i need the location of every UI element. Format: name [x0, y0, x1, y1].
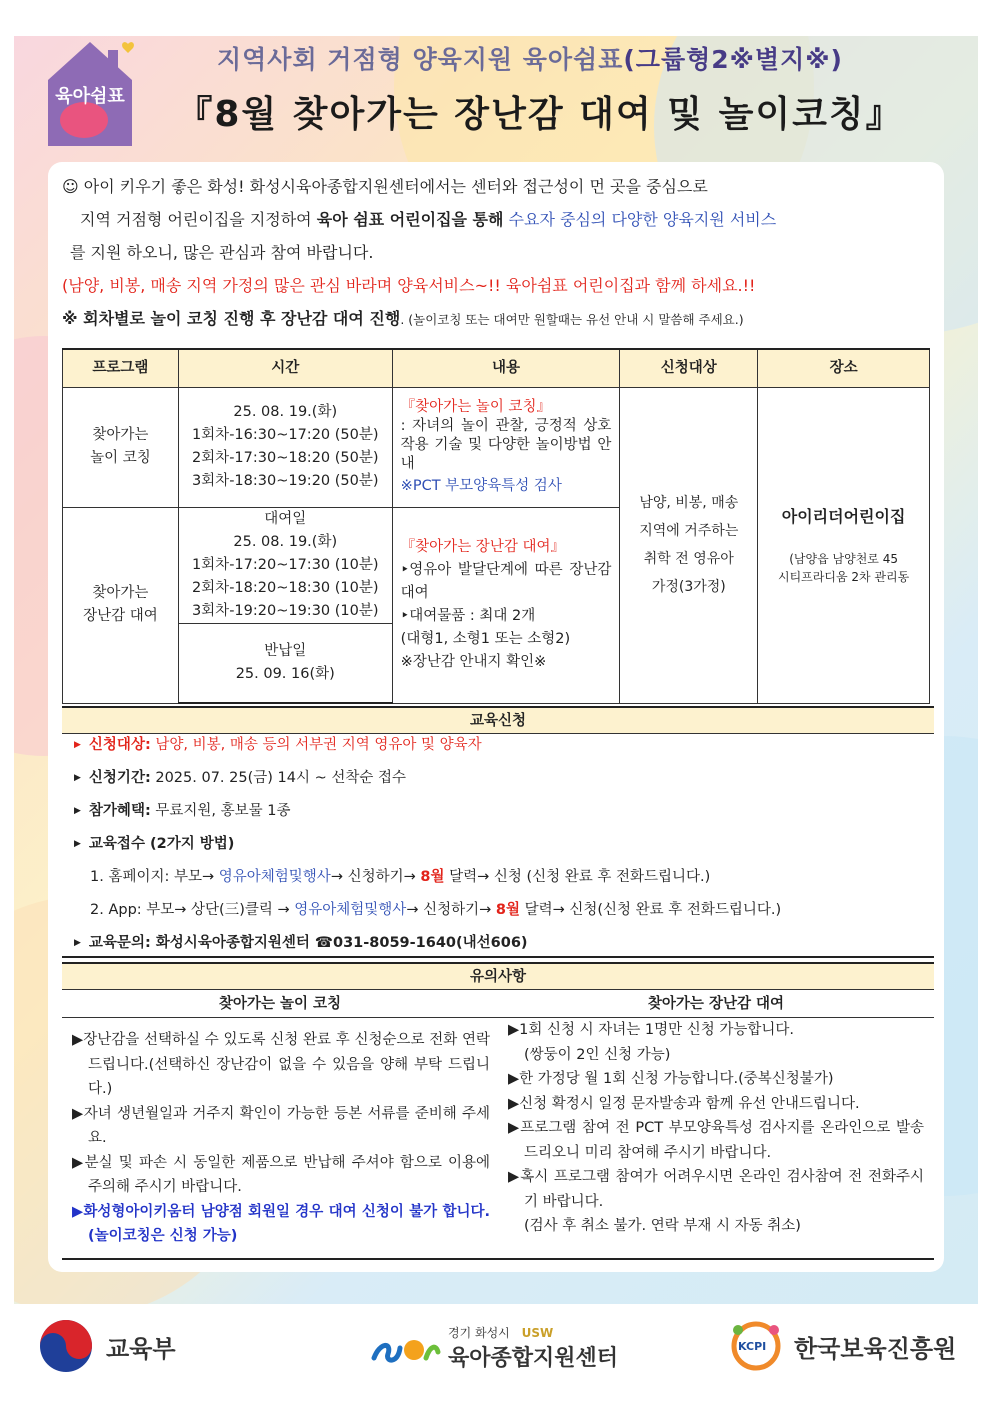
footer — [0, 1306, 992, 1403]
table-header-row — [63, 349, 930, 387]
target-l1: 남양, 비봉, 매송 — [639, 495, 739, 511]
intro-line-3: 를 지원 하오니, 많은 관심과 참여 바랍니다. — [70, 243, 374, 262]
intro-section — [62, 170, 932, 336]
note-right-tail: (검사 후 취소 불가. 연락 부재 시 자동 취소) — [524, 1218, 801, 1234]
coaching-content-title: 『찾아가는 놀이 코칭』 — [400, 399, 551, 415]
coaching-date: 25. 08. 19.(화) — [233, 404, 338, 420]
note-right-4: ▶프로그램 참여 전 PCT 부모양육특성 검사지를 온라인으로 발송 드리오니 미리 참여해 주시기 바랍니다. — [508, 1120, 924, 1161]
logo-text: 육아쉼표 — [55, 86, 125, 107]
intro-line-1: ☺ 아이 키우기 좋은 화성! 화성시육아종합지원센터에서는 센터와 접근성이 먼 곳을 중심으로 — [62, 177, 708, 196]
apply-period-label: 신청기간: — [88, 770, 151, 786]
taegeuk-icon — [38, 1318, 94, 1374]
apply-method-1 — [74, 866, 934, 899]
page-subtitle — [150, 40, 910, 76]
rental-name — [63, 507, 179, 703]
apply-method: ▶ 교육접수 (2가지 방법) — [74, 836, 235, 852]
application-heading: 교육신청 — [62, 706, 934, 734]
m1-a: 1. 홈페이지: 부모→ — [90, 869, 219, 885]
rental-content-title: 『찾아가는 장난감 대여』 — [400, 539, 565, 555]
notes-right-heading: 찾아가는 장난감 대여 — [498, 992, 934, 1018]
note-right-1: ▶1회 신청 시 자녀는 1명만 신청 가능합니다. — [508, 1022, 794, 1038]
header-content: 내용 — [392, 349, 620, 387]
coaching-content — [392, 387, 620, 507]
intro-line-2b: 육아 쉼표 어린이집을 통해 — [316, 210, 504, 229]
return-time — [178, 623, 392, 703]
apply-benefit: ▶ 참가혜택: 무료지원, 홍보물 1종 — [74, 803, 291, 819]
m1-c: → 신청하기→ — [330, 869, 421, 885]
intro-line-5 — [62, 302, 932, 336]
intro-line-2 — [62, 203, 932, 236]
coaching-name-l2: 놀이 코칭 — [90, 450, 151, 466]
target-l4: 가정(3가정) — [651, 579, 726, 595]
apply-period: ▶ 신청기간: 2025. 07. 25(금) 14시 ~ 선착순 접수 — [74, 770, 406, 786]
header-target: 신청대상 — [620, 349, 758, 387]
program-table — [62, 348, 930, 704]
m2-e: 달력→ 신청(신청 완료 후 전화드립니다.) — [519, 902, 782, 918]
kcpi-name-text: 한국보육진흥원 — [794, 1334, 957, 1363]
table-row-coaching — [63, 387, 930, 507]
rental-content-l1: ‣영유아 발달단계에 따른 장난감 대여 — [400, 562, 612, 601]
rental-time-1: 1회차-17:20~17:30 (10분) — [191, 556, 379, 573]
note-left-3: ▶분실 및 파손 시 동일한 제품으로 반납해 주셔야 함으로 이용에 주의해 주시기 바랍니다. — [72, 1154, 490, 1195]
note-right-5: ▶혹시 프로그램 참여가 어려우시면 온라인 검사참여 전 전화주시기 바랍니다. — [508, 1169, 924, 1210]
rental-content-l3: (대형1, 소형1 또는 소형2) — [400, 631, 571, 647]
rental-content — [392, 507, 620, 703]
coaching-time-1: 1회차-16:30~17:20 (50분) — [191, 427, 379, 443]
note-right-3: ▶신청 확정시 일정 문자발송과 함께 유선 안내드립니다. — [508, 1095, 860, 1112]
application-bottom-rule — [62, 956, 934, 958]
note-left-highlight: ▶화성형아이키움터 남양점 회원일 경우 대여 신청이 불가 합니다. (놀이코칭은 신청 가능) — [72, 1203, 490, 1244]
note-right-1-sub: (쌍둥이 2인 신청 가능) — [524, 1046, 671, 1063]
header-time: 시간 — [178, 349, 392, 387]
yuga-swimpyo-logo — [44, 40, 136, 148]
m1-d: 8월 — [420, 869, 445, 885]
rental-time-2: 2회차-18:20~18:30 (10분) — [191, 579, 379, 596]
apply-period-value: 2025. 07. 25(금) 14시 ~ 선착순 접수 — [150, 770, 406, 786]
place-address-l1: (남양읍 남양천로 45 — [789, 551, 898, 566]
target-l2: 지역에 거주하는 — [639, 523, 739, 539]
target-cell — [620, 387, 758, 703]
apply-method-2 — [74, 899, 934, 932]
moe-text: 교육부 — [106, 1334, 176, 1363]
center-name-text: 육아종합지원센터 — [448, 1346, 619, 1371]
apply-benefit-label: 참가혜택: — [88, 803, 151, 819]
apply-target-label: 신청대상: — [88, 737, 151, 753]
coaching-time-3: 3회차-18:30~19:20 (50분) — [191, 473, 379, 489]
return-date: 25. 09. 16(화) — [235, 665, 335, 682]
rental-date: 25. 08. 19.(화) — [233, 533, 338, 550]
coaching-content-body: : 자녀의 놀이 관찰, 긍정적 상호작용 기술 및 다양한 놀이방법 안내 — [400, 418, 612, 472]
apply-target-value: 남양, 비봉, 매송 등의 서부권 지역 영유아 및 양육자 — [150, 737, 482, 753]
place-address-l2: 시티프라디움 2차 관리동 — [778, 569, 910, 584]
rental-content-l4: ※장난감 안내지 확인※ — [400, 654, 547, 670]
usw-logo-text: USW — [521, 1326, 554, 1340]
m1-e: 달력→ 신청 (신청 완료 후 전화드립니다.) — [444, 869, 711, 885]
return-label: 반납일 — [264, 642, 307, 659]
m2-d: 8월 — [495, 902, 520, 918]
notes-section — [62, 992, 934, 1258]
subtitle-text: 지역사회 거점형 양육지원 육아쉼표 — [217, 45, 624, 74]
page-title: 『8월 찾아가는 장난감 대여 및 놀이코칭』 — [176, 94, 904, 135]
m2-a: 2. App: 부모→ 상단(三)클릭 → — [90, 902, 295, 918]
place-cell — [758, 387, 930, 703]
center-logo-icon — [370, 1328, 442, 1368]
target-l3: 취학 전 영유아 — [643, 551, 734, 567]
intro-line-4: (남양, 비봉, 매송 지역 가정의 많은 관심 바라며 양육서비스~!! 육아쉼표 어린이집과 함께 하세요.!! — [62, 276, 756, 295]
coaching-content-pct: ※PCT 부모양육특성 검사 — [400, 478, 562, 494]
moe-logo — [38, 1318, 176, 1374]
m2-b: 영유아체험및행사 — [294, 902, 407, 918]
rental-name-l1: 찾아가는 — [92, 585, 149, 601]
m1-b: 영유아체험및행사 — [218, 869, 331, 885]
header-place: 장소 — [758, 349, 930, 387]
application-section — [74, 734, 934, 965]
coaching-time-2: 2회차-17:30~18:20 (50분) — [191, 450, 379, 466]
notes-right-body — [508, 1018, 924, 1239]
notes-bottom-rule — [62, 1258, 934, 1260]
m2-c: → 신청하기→ — [406, 902, 496, 918]
center-top-text: 경기 화성시 — [448, 1326, 510, 1340]
apply-target: ▶ 신청대상: 남양, 비봉, 매송 등의 서부권 지역 영유아 및 양육자 — [74, 737, 482, 753]
rental-time — [178, 507, 392, 623]
apply-method-label: 교육접수 (2가지 방법) — [88, 836, 235, 852]
rental-label: 대여일 — [264, 510, 307, 527]
header-program: 프로그램 — [63, 349, 179, 387]
coaching-name-l1: 찾아가는 — [92, 427, 149, 443]
intro-line-2a: 지역 거점형 어린이집을 지정하여 — [80, 210, 317, 229]
apply-inquiry-text: 교육문의: 화성시육아종합지원센터 ☎031-8059-1640(내선606) — [88, 935, 528, 951]
notes-left-heading: 찾아가는 놀이 코칭 — [62, 992, 498, 1018]
apply-inquiry: ▶ 교육문의: 화성시육아종합지원센터 ☎031-8059-1640(내선606) — [74, 935, 528, 951]
center-logo — [370, 1324, 618, 1372]
subtitle-paren: (그룹형2※별지※) — [623, 45, 843, 74]
rental-content-l2: ‣대여물품 : 최대 2개 — [400, 608, 536, 624]
intro-line-5b: . (놀이코칭 또는 대여만 원할때는 유선 안내 시 말씀해 주세요.) — [400, 312, 744, 327]
intro-line-5a: ※ 회차별로 놀이 코칭 진행 후 장난감 대여 진행 — [62, 309, 401, 328]
intro-line-2c: 수요자 중심의 다양한 양육지원 서비스 — [503, 210, 777, 229]
note-left-2: ▶자녀 생년월일과 거주지 확인이 가능한 등본 서류를 준비해 주세요. — [72, 1105, 490, 1146]
notes-heading: 유의사항 — [62, 962, 934, 990]
kcpi-badge-text: KCPI — [738, 1340, 767, 1353]
apply-benefit-value: 무료지원, 홍보물 1종 — [150, 803, 291, 819]
note-right-2: ▶한 가정당 월 1회 신청 가능합니다.(중복신청불가) — [508, 1071, 834, 1087]
note-left-1: ▶장난감을 선택하실 수 있도록 신청 완료 후 신청순으로 전화 연락 드립니다.(선택하신 장난감이 없을 수 있음을 양해 부탁 드립니다.) — [72, 1032, 490, 1097]
rental-time-3: 3회차-19:20~19:30 (10분) — [191, 602, 379, 619]
place-name: 아이리더어린이집 — [781, 506, 906, 526]
notes-left-body — [72, 1028, 490, 1249]
coaching-time — [178, 387, 392, 507]
rental-name-l2: 장난감 대여 — [83, 608, 158, 624]
coaching-name — [63, 387, 179, 507]
kcpi-logo — [726, 1320, 956, 1372]
